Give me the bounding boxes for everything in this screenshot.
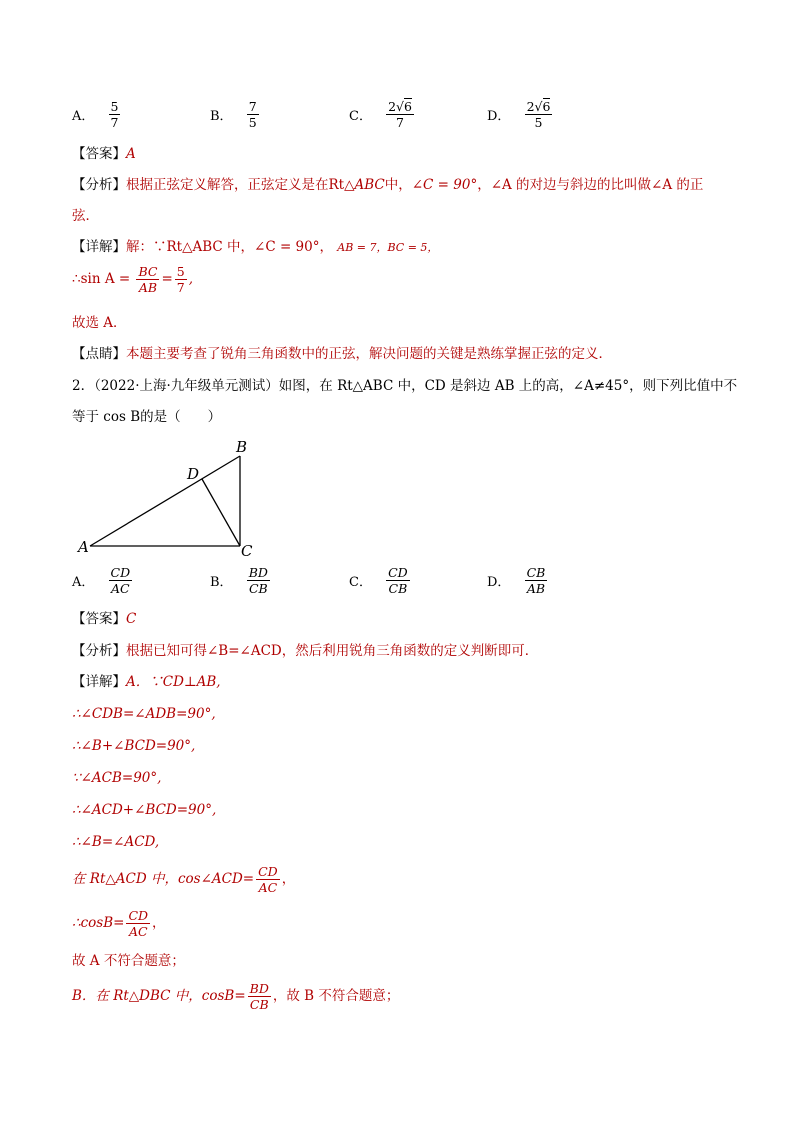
text: 根据正弦定义解答，正弦定义是在 xyxy=(126,177,329,193)
q2-option-d xyxy=(487,565,549,596)
q1-option-c xyxy=(349,99,416,130)
label-d: D xyxy=(187,465,200,483)
q2-stem-line1: 2．（2022·上海·九年级单元测试）如图，在 Rt△ABC 中，CD 是斜边 AB 上的高，∠A≠45°，则下列比值中不 xyxy=(72,378,738,394)
q2-option-b xyxy=(210,565,272,596)
answer-value: C xyxy=(126,611,137,627)
option-letter: A． xyxy=(72,109,95,124)
q1-option-b xyxy=(210,99,261,130)
denominator: AC xyxy=(109,580,133,596)
denominator: 7 xyxy=(176,280,185,295)
numerator: BC xyxy=(138,264,158,279)
denominator: 7 xyxy=(110,115,119,130)
denominator: AB xyxy=(525,580,548,596)
q2-analysis xyxy=(72,642,538,660)
q1-analysis-line2: 弦． xyxy=(72,208,99,224)
q2-stem-line2: 等于 cos B的是（ ） xyxy=(72,409,222,425)
numerator: 5 xyxy=(110,99,119,114)
label-b: B xyxy=(236,438,248,456)
tag: 【答案】 xyxy=(72,611,126,627)
numerator: 2√6 xyxy=(526,99,551,114)
altitude-cd xyxy=(202,479,240,546)
q2-step-1: ∴∠CDB=∠ADB=90°, xyxy=(72,706,216,722)
denominator: AC xyxy=(126,923,150,939)
q2-detail-line1 xyxy=(72,673,221,691)
q2-step-3: ∵∠ACB=90°, xyxy=(72,770,162,786)
denominator: 7 xyxy=(386,114,414,130)
label-c: C xyxy=(241,542,253,560)
q2-not-a: 故 A 不符合题意； xyxy=(72,953,185,969)
q2-answer xyxy=(72,610,136,628)
numerator: CD xyxy=(110,565,131,580)
q1-sin-line xyxy=(72,264,193,295)
triangle-figure xyxy=(72,432,272,562)
text: 中， xyxy=(384,177,412,193)
q1-answer xyxy=(72,145,136,163)
text: B．在 Rt△DBC 中，cosB= xyxy=(72,988,246,1004)
q2-option-a xyxy=(72,565,134,596)
tag: 【分析】 xyxy=(72,643,126,659)
q1-option-a xyxy=(72,99,122,130)
label-a: A xyxy=(78,538,89,556)
tag: 【分析】 xyxy=(72,177,126,193)
denominator: 5 xyxy=(248,115,257,130)
text: ， xyxy=(152,915,166,931)
text: ，∠A 的对边与斜边的比叫做∠A 的正 xyxy=(477,177,704,193)
text: ， xyxy=(281,871,296,887)
text: ∴sin A = xyxy=(72,271,131,287)
option-letter: B． xyxy=(210,109,233,124)
option-letter: D． xyxy=(487,109,511,124)
text: 根据已知可得∠B=∠ACD，然后利用锐角三角函数的定义判断即可． xyxy=(126,643,539,659)
denominator: AC xyxy=(256,879,280,895)
option-letter: C． xyxy=(349,575,372,590)
numerator: CD xyxy=(388,565,408,580)
option-letter: B． xyxy=(210,575,233,590)
q2-option-c xyxy=(349,565,412,596)
q2-step-5: ∴∠B=∠ACD, xyxy=(72,834,160,850)
q1-choose: 故选 A． xyxy=(72,315,127,331)
numerator: CD xyxy=(258,864,278,879)
numerator: 2√6 xyxy=(388,99,412,114)
denominator: CB xyxy=(248,996,271,1012)
text: = xyxy=(161,271,173,287)
text: AB = 7，BC = 5， xyxy=(337,241,439,254)
side-ab xyxy=(90,456,240,546)
text: ，故 B 不符合题意； xyxy=(272,988,400,1004)
answer-value: A xyxy=(126,146,136,162)
q1-detail-line1 xyxy=(72,238,438,257)
tag: 【答案】 xyxy=(72,146,126,162)
q2-step-4: ∴∠ACD+∠BCD=90°, xyxy=(72,802,217,818)
numerator: CB xyxy=(526,565,546,580)
denominator: AB xyxy=(136,279,159,295)
numerator: 7 xyxy=(248,99,257,114)
q1-analysis-line1 xyxy=(72,176,703,194)
q2-step-2: ∴∠B+∠BCD=90°, xyxy=(72,738,196,754)
denominator: CB xyxy=(386,580,410,596)
text: 本题主要考查了锐角三角函数中的正弦，解决问题的关键是熟练掌握正弦的定义． xyxy=(126,346,612,362)
option-letter: C． xyxy=(349,109,372,124)
tag: 【详解】 xyxy=(72,674,126,690)
text: A．∵CD⊥AB, xyxy=(126,674,221,690)
text: ∴cosB= xyxy=(72,915,125,931)
tag: 【点睛】 xyxy=(72,346,126,362)
tag: 【详解】 xyxy=(72,239,126,255)
q2-cos-acd xyxy=(72,864,295,895)
option-letter: A． xyxy=(72,575,95,590)
q1-comment xyxy=(72,345,612,363)
q2-option-b-check xyxy=(72,981,399,1012)
numerator: BD xyxy=(248,565,268,580)
text: 解：∵Rt△ABC 中，∠C = 90°， xyxy=(126,239,333,255)
numerator: BD xyxy=(249,981,269,996)
numerator: 5 xyxy=(176,264,185,279)
text: , xyxy=(188,271,194,287)
option-letter: D． xyxy=(487,575,511,590)
q2-cosb xyxy=(72,908,166,939)
denominator: CB xyxy=(247,580,270,596)
text: ∠C = 90° xyxy=(411,177,478,193)
text: 在 Rt△ACD 中，cos∠ACD= xyxy=(72,871,255,887)
numerator: CD xyxy=(128,908,149,923)
text: Rt△ xyxy=(328,177,355,193)
denominator: 5 xyxy=(525,114,553,130)
q1-option-d xyxy=(487,99,554,130)
text: ABC xyxy=(354,177,385,193)
